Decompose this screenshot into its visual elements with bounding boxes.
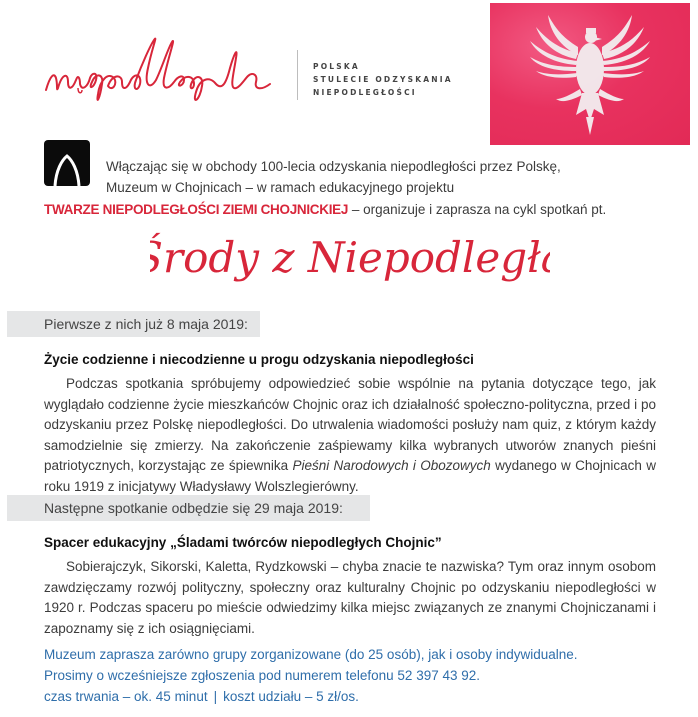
series-title-text: Środy z Niepodległą: [150, 233, 550, 282]
logo-divider: [297, 50, 298, 100]
wordmark-stroke: [46, 39, 270, 100]
niepodlegla-script-wordmark: [38, 28, 288, 108]
ogonek-mark: [78, 88, 82, 93]
phone-number[interactable]: 52 397 43 92: [397, 667, 477, 683]
intro-text: [106, 156, 666, 198]
meeting-1-description: [44, 374, 656, 497]
niepodlegla-logo: [38, 28, 288, 108]
songbook-title: Pieśni Narodowych i Obozowych: [292, 458, 491, 473]
meeting-2-title: Spacer edukacyjny „Śladami twórców niepodległych Chojnic”: [44, 535, 442, 550]
details-separator: |: [213, 689, 218, 704]
meeting-2-date-bar: Następne spotkanie odbędzie się 29 maja 2019:: [7, 495, 370, 521]
invitation-line-2-suffix: .: [476, 667, 481, 683]
invitation-line-2-prefix: Prosimy o wcześniejsze zgłoszenia pod numerem telefonu: [44, 667, 398, 683]
invitation-info: [44, 645, 684, 686]
meeting-1-title: Życie codzienne i niecodzienne u progu odzyskania niepodległości: [44, 352, 474, 367]
meeting-1-body-end: wydanego w Chojnicach w roku 1919 z inicjatywy Władysławy Wolszlegierówny.: [44, 458, 656, 494]
cost: koszt udziału – 5 zł/os.: [223, 689, 359, 704]
museum-arch-icon: [44, 140, 90, 186]
event-details: [44, 687, 684, 708]
logo-subtitle-line: STULECIE ODZYSKANIA: [313, 75, 453, 84]
invitation-line-2: [44, 666, 684, 687]
museum-arch-logo: [44, 140, 90, 186]
series-title-script: [150, 222, 550, 294]
meeting-1-date-bar: Pierwsze z nich już 8 maja 2019:: [7, 311, 260, 337]
intro-line-1: Włączając się w obchody 100-lecia odzyskania niepodległości przez Polskę,: [106, 159, 561, 174]
invitation-line-1: Muzeum zaprasza zarówno grupy zorganizowane (do 25 osób), jak i osoby indywidualne.: [44, 647, 578, 662]
meeting-2-description: Sobierajczyk, Sikorski, Kaletta, Rydzkowski – chyba znacie te nazwiska? Tym oraz innym osobom zawdzięczamy rozwój polityczny, społeczny oraz kulturalny Chojnic po odzyskaniu niepodległości w 1920 r. Podczas spaceru po mieście odwiedzimy kilka miejsc związanych ze znanymi Chojniczanami i zapoznamy się z ich osiągnięciami.: [44, 559, 656, 636]
logo-subtitle-line: POLSKA: [313, 62, 360, 71]
duration: czas trwania – ok. 45 minut: [44, 689, 208, 704]
flag-eagle-image: [490, 3, 690, 145]
white-eagle-icon: [490, 3, 690, 145]
logo-subtitle: [313, 60, 453, 99]
series-title: [150, 222, 550, 294]
intro-line-3-rest: – organizuje i zaprasza na cykl spotkań pt.: [348, 202, 607, 217]
logo-subtitle-line: NIEPODLEGŁOŚCI: [313, 88, 417, 97]
project-name: TWARZE NIEPODLEGŁOŚCI ZIEMI CHOJNICKIEJ: [44, 202, 349, 217]
intro-line-2: Muzeum w Chojnicach – w ramach edukacyjnego projektu: [106, 180, 455, 195]
meeting-1-body-start: Podczas spotkania spróbujemy odpowiedzieć sobie wspólnie na pytania dotyczące tego, jak wyglądało codzienne życie mieszkańców Chojnic oraz ich działalność społeczno-polityczna, przed i po odzyskaniu przez Polskę niepodległości. Do utrwalenia wiadomości posłuży nam quiz, z którym każdy samodzielnie się zmierzy. Na zakończenie zaśpiewamy kilka wybranych utworów znanych pieśni patriotycznych, korzystając ze śpiewnika: [44, 376, 656, 473]
intro-line-3: [44, 199, 684, 220]
